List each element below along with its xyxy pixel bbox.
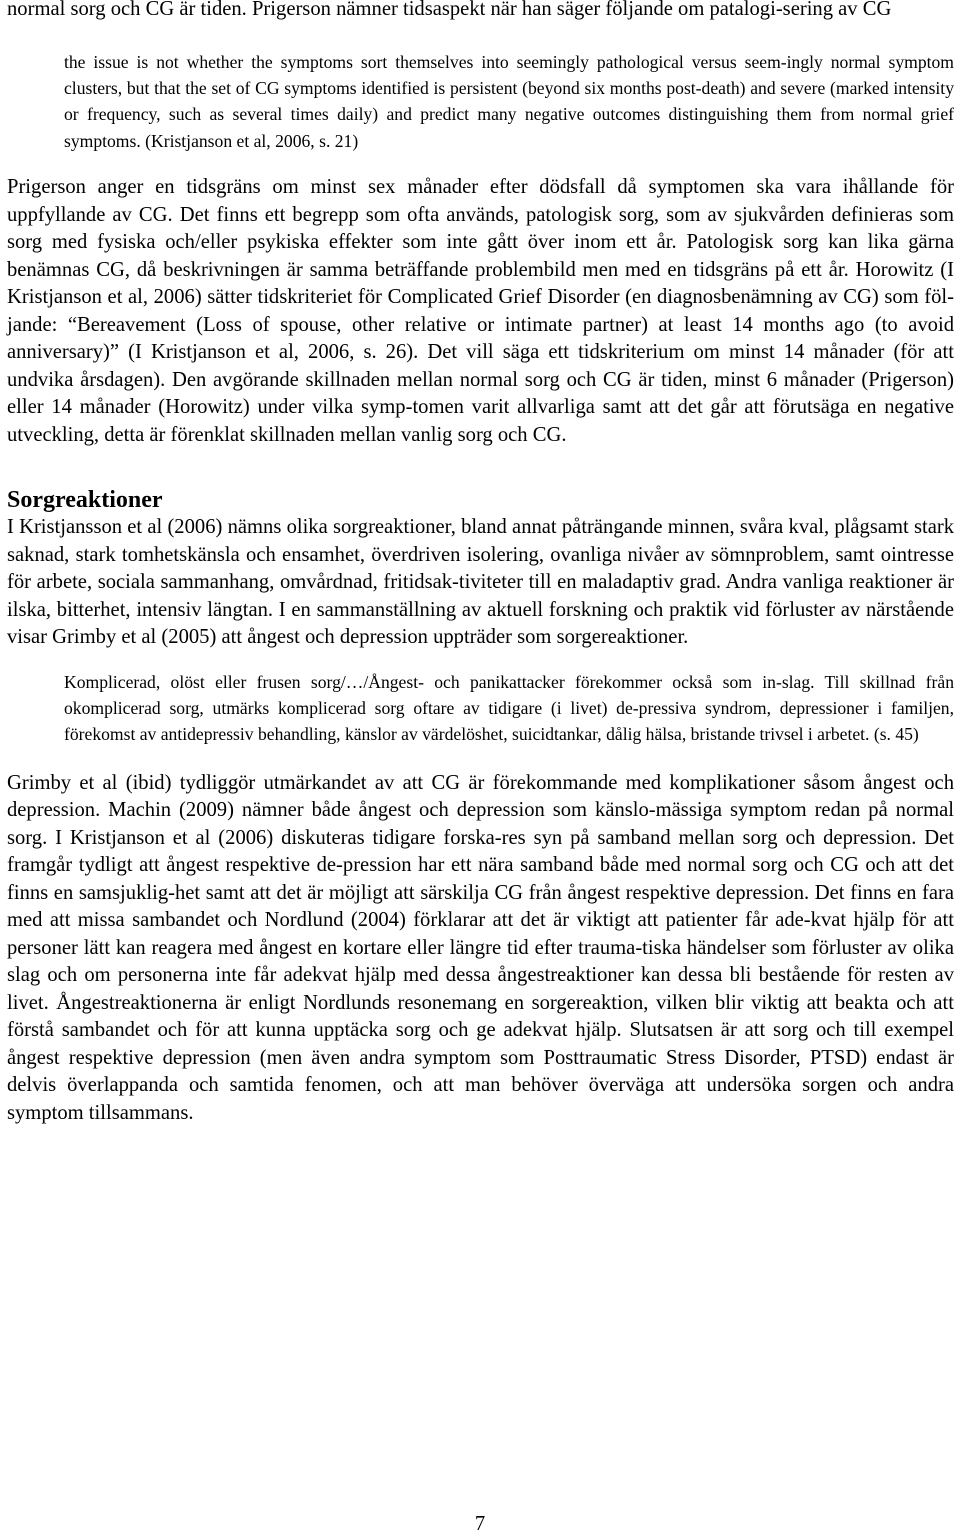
section-heading: Sorgreaktioner xyxy=(7,487,163,514)
intro-paragraph: normal sorg och CG är tiden. Prigerson nämner tidsaspekt när han säger följande om patalogi-sering av CG xyxy=(7,0,892,20)
prigerson-quote: the issue is not whether the symptoms sort themselves into seemingly pathological versus seem-ingly normal symptom clusters, but that the set of CG symptoms identified is persistent (beyond six months post-death) and severe (marked intensity or frequency, such as several times daily) and predict many negative outcomes distinguishing them from normal grief symptoms. (Kristjanson et al, 2006, s. 21) xyxy=(64,51,954,151)
page-number: 7 xyxy=(474,1513,486,1535)
grimby-quote: Komplicerad, olöst eller frusen sorg/…/Ångest- och panikattacker förekommer också som in-slag. Till skillnad från okomplicerad sorg, utmärks komplicerad sorg oftare av tidigare (i livet) de-pressiva syndrom, depressioner i familjen, förekomst av antidepressiv behandling, känslor av värdelöshet, suicidtankar, dålig hälsa, bristande trivsel i arbetet. (s. 45) xyxy=(64,671,954,745)
paragraph-grief-reactions: I Kristjansson et al (2006) nämns olika sorgreaktioner, bland annat påträngande minnen, svåra kval, plågsamt stark saknad, stark tomhetskänsla och ensamhet, överdriven isolering, ovanliga nivåer av sömnproblem, samt ointresse för arbete, sociala sammanhang, omvårdnad, fritidsak-tiviteter till en maladaptiv grad. Andra vanliga reaktioner är ilska, bitterhet, intensiv längtan. I en sammanställning av aktuell forskning och praktik vid förluster av närstående visar Grimby et al (2005) att ångest och depression uppträder som sorgereaktioner. xyxy=(7,516,954,649)
document-page xyxy=(7,0,954,1127)
paragraph-time-criteria: Prigerson anger en tidsgräns om minst sex månader efter dödsfall då symptomen ska vara ihållande för uppfyllande av CG. Det finns ett begrepp som ofta används, patologisk sorg, som av sjukvården definieras som sorg med fysiska och/eller psykiska effekter som inte gått över inom ett år. Patologisk sorg kan lika gärna benämnas CG, då beskrivningen är samma beträffande problembild men med en tidsgräns på ett år. Horowitz (I Kristjanson et al, 2006) sätter tidskriteriet för Complicated Grief Disorder (en diagnosbenämning av CG) som föl-jande: “Bereavement (Loss of spouse, other relative or intimate partner) at least 14 months ago (to avoid anniversary)” (I Kristjanson et al, 2006, s. 26). Det vill säga ett tidskriterium om minst 14 månader (för att undvika årsdagen). Den avgörande skillnaden mellan normal sorg och CG är tiden, minst 6 månader (Prigerson) eller 14 månader (Horowitz) under vilka symp-tomen varit allvarliga samt att det går att förutsäga en negative utveckling, detta är förenklat skillnaden mellan vanlig sorg och CG. xyxy=(7,176,954,446)
paragraph-anxiety-depression: Grimby et al (ibid) tydliggör utmärkandet av att CG är förekommande med komplikationer såsom ångest och depression. Machin (2009) nämner både ångest och depression som känslo-mässiga symptom redan på normal sorg. I Kristjanson et al (2006) diskuteras tidigare forska-res syn på samband mellan sorg och depression. Det framgår tydligt att ångest respektive de-pression har ett nära samband både med normal sorg och CG och att det finns en samsjuklig-het samt att det är möjligt att särskilja CG från ångest respektive depression. Det finns en fara med att missa sambandet och Nordlund (2004) förklarar att det är viktigt att patienter får ade-kvat hjälp för att personer lätt kan reagera med ångest en kortare eller längre tid efter trauma-tiska händelser som förluster av olika slag och om personerna inte får adekvat hjälp med dessa ångestreaktioner kan dessa bli bestående för resten av livet. Ångestreaktionerna är enligt Nordlunds resonemang en sorgereaktion, vilken blir viktig att beakta och att förstå sambandet och för att kunna upptäcka sorg och ge adekvat hjälp. Slutsatsen är att sorg och till exempel ångest respektive depression (men även andra symptom som Posttraumatic Stress Disorder, PTSD) endast är delvis överlappanda och samtida fenomen, och att man behöver överväga att undersöka sorgen och andra symptom tillsammans. xyxy=(7,771,954,1124)
